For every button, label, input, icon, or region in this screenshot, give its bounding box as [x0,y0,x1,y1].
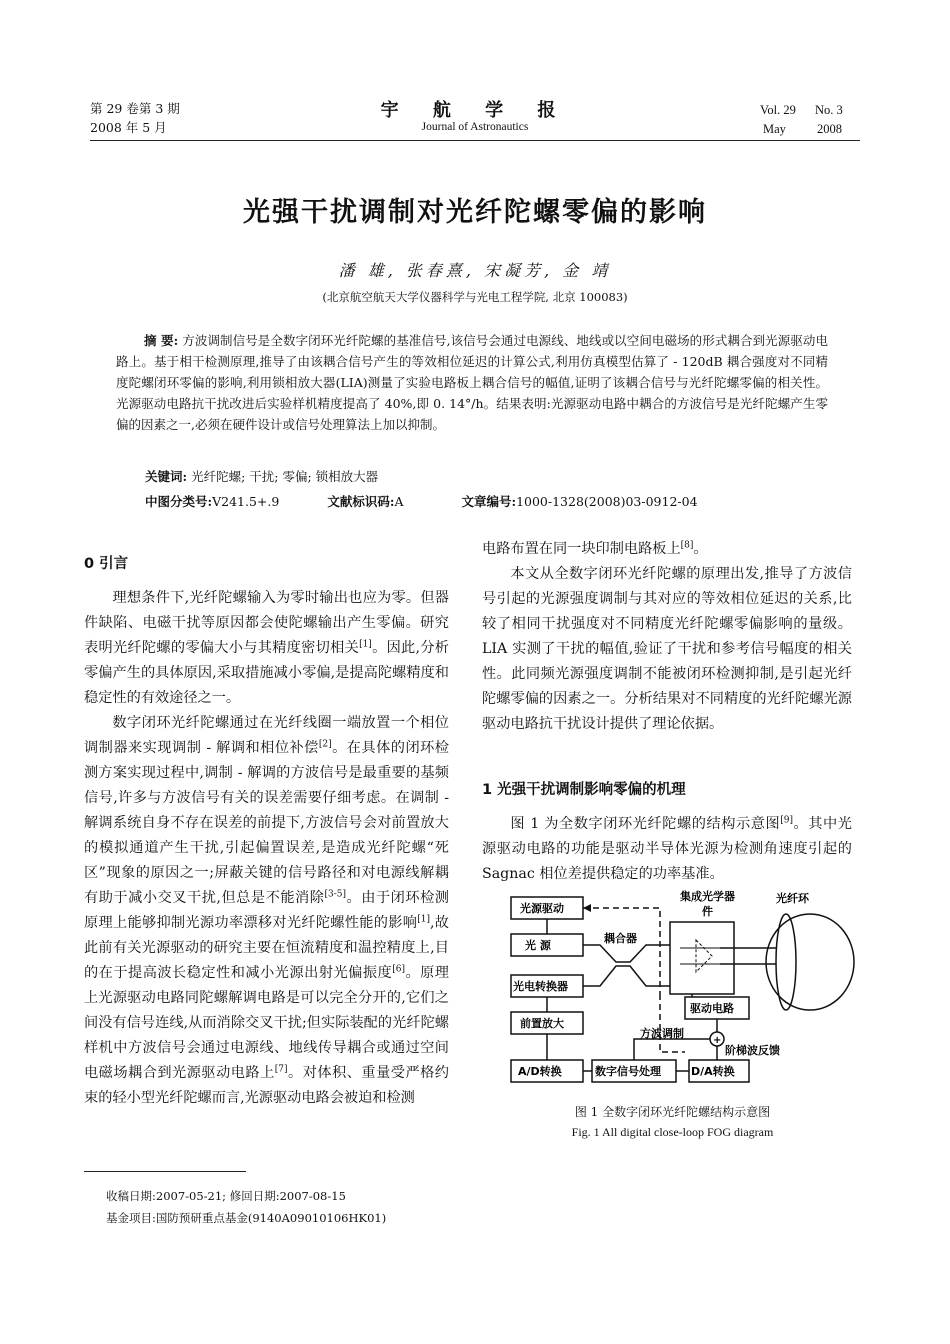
affiliation: (北京航空航天大学仪器科学与光电工程学院, 北京 100083) [322,290,628,304]
citation: [9] [780,815,793,826]
classification [145,492,845,510]
figure-caption-en: Fig. 1 All digital close-loop FOG diagram [571,1125,774,1139]
step-feedback-label: 阶梯波反馈 [725,1044,780,1057]
citation: [6] [392,964,405,975]
keywords-label: 关键词: [145,469,188,484]
square-wave-label: 方波调制 [640,1027,684,1040]
coupler-label: 耦合器 [604,932,637,945]
text: ,故此前有关光源驱动的研究主要在恒流精度和温控精度上,目的在于提高波长稳定性和减小光源出射光偏振度 [84,915,449,981]
journal-name: 宇 航 学 报 [380,100,570,121]
date-cn: 2008 年 5 月 [90,120,167,135]
paragraph [482,812,852,887]
abstract [116,330,828,435]
source-block: 光 源 [525,939,551,952]
text: 。 [693,541,708,557]
citation: [1] [359,639,372,650]
text: 。在具体的闭环检测方案实现过程中,调制 - 解调的方波信号是最重要的基频信号,许多与方波信号有关的误差需要仔细考虑。在调制 - 解调系统自身不存在误差的前提下,方波信号会对前置放大的模拟通道产生干扰,引起偏置误差,是造成光纤陀螺“死区”现象的原因之一;屏蔽关键的信号路径和对电源线解耦有助于减小交叉干扰,但总是不能消除 [84,740,449,906]
left-column [84,586,449,1111]
preamp-block: 前置放大 [520,1017,564,1030]
source-driver-block: 光源驱动 [520,902,564,915]
doc-code-value: A [394,494,404,509]
fund-info: 基金项目:国防预研重点基金(9140A09010106HK01) [106,1211,387,1225]
header-rule [90,140,860,141]
citation: [2] [318,739,332,750]
paragraph: 本文从全数字闭环光纤陀螺的原理出发,推导了方波信号引起的光源强度调制与其对应的等效相位延迟的关系,比较了相同干扰强度对不同精度光纤陀螺零偏影响的量级。LIA 实测了干扰的幅值,验证了干扰和参考信号幅度的相关性。此同频光源强度调制不能被闭环检测抑制,是引起光纤陀螺零偏的因素之一。分析结果对不同精度的光纤陀螺光源驱动电路抗干扰设计提供了理论依据。 [482,566,852,732]
citation: [3-5] [324,889,346,900]
ioc-label: 集成光学器 [680,890,735,903]
clc-label: 中图分类号: [145,494,213,509]
drive-circuit-block: 驱动电路 [690,1002,734,1015]
ioc-label-2: 件 [702,905,713,918]
right-column-2 [482,812,852,887]
text: 。由于闭环检测原理上能够抑制光源功率漂移对光纤陀螺性能的影响 [84,890,449,931]
number-en: No. 3 [815,103,843,117]
received-date: 收稿日期:2007-05-21; 修回日期:2007-08-15 [106,1189,346,1203]
da-block: D/A转换 [691,1065,735,1078]
text: 。因此,分析零偏产生的具体原因,采取措施减小零偏,是提高陀螺精度和稳定性的有效途径之一。 [84,640,449,706]
citation: [8] [680,540,694,551]
volume-issue: 第 29 卷第 3 期 [90,101,180,116]
paper-title: 光强干扰调制对光纤陀螺零偏的影响 [243,197,707,228]
text: 数字闭环光纤陀螺通过在光纤线圈一端放置一个相位调制器来实现调制 - 解调和相位补偿 [84,715,449,756]
month-en: May [763,122,786,136]
article-no-label: 文章编号: [461,494,517,509]
section-0-heading: 0 引言 [84,556,129,572]
citation: [7] [274,1064,288,1075]
paragraph [84,586,449,711]
text: 图 1 为全数字闭环光纤陀螺的结构示意图 [510,816,781,832]
year-en: 2008 [817,122,842,136]
text: 。其中光源驱动电路的功能是驱动半导体光源为检测角速度引起的 Sagnac 相位差提供稳定的功率基准。 [482,816,852,882]
text: 理想条件下,光纤陀螺输入为零时输出也应为零。但器件缺陷、电磁干扰等原因都会使陀螺输出产生零偏。研究表明光纤陀螺的零偏大小与其精度密切相关 [84,590,449,656]
abstract-label: 摘 要: [144,333,179,348]
article-no-value: 1000-1328(2008)03-0912-04 [516,494,698,509]
photodetector-block: 光电转换器 [513,980,568,993]
clc-value: V241.5+.9 [212,494,280,509]
citation: [1] [417,914,430,925]
text: 。原理上光源驱动电路同陀螺解调电路是可以完全分开的,它们之间没有信号连线,从而消除交叉干扰;但实际装配的光纤陀螺样机中方波信号会通过电源线、地线传导耦合或通过空间电磁场耦合到光源驱动电路上 [84,965,449,1081]
footnote-rule [84,1171,246,1172]
journal-name-en: Journal of Astronautics [421,121,529,133]
dsp-block: 数字信号处理 [595,1065,661,1078]
abstract-text: 方波调制信号是全数字闭环光纤陀螺的基准信号,该信号会通过电源线、地线或以空间电磁场的形式耦合到光源驱动电路上。基于相干检测原理,推导了由该耦合信号产生的等效相位延迟的计算公式,利用仿真模型估算了 - 120dB 耦合强度对不同精度陀螺闭环零偏的影响,利用锁相放大器(LIA)测量了实验电路板上耦合信号的幅值,证明了该耦合信号与光纤陀螺零偏的相关性。光源驱动电路抗干扰改进后实验样机精度提高了 40%,即 0. 14°/h。结果表明:光源驱动电路中耦合的方波信号是光纤陀螺产生零偏的因素之一,必须在硬件设计或信号处理算法上加以抑制。 [116,333,828,432]
section-1-heading: 1 光强干扰调制影响零偏的机理 [482,782,686,798]
volume-en: Vol. 29 [760,103,796,117]
plus-sign: + [713,1035,722,1046]
text: 。对体积、重量受严格约束的轻小型光纤陀螺而言,光源驱动电路会被迫和检测 [84,1065,449,1106]
keywords-text: 光纤陀螺; 干扰; 零偏; 锁相放大器 [191,469,379,484]
coil-label: 光纤环 [776,892,809,905]
author-list: 潘 雄, 张春熹, 宋凝芳, 金 靖 [338,261,612,280]
fog-structure-diagram [480,882,865,1092]
doc-code-label: 文献标识码: [327,494,395,509]
figure-caption-cn: 图 1 全数字闭环光纤陀螺结构示意图 [574,1105,771,1119]
paragraph [482,537,852,562]
right-column [482,537,852,737]
keywords [145,467,378,485]
paragraph [84,711,449,1111]
text: 电路布置在同一块印制电路板上 [482,541,681,557]
ad-block: A/D转换 [518,1065,562,1078]
